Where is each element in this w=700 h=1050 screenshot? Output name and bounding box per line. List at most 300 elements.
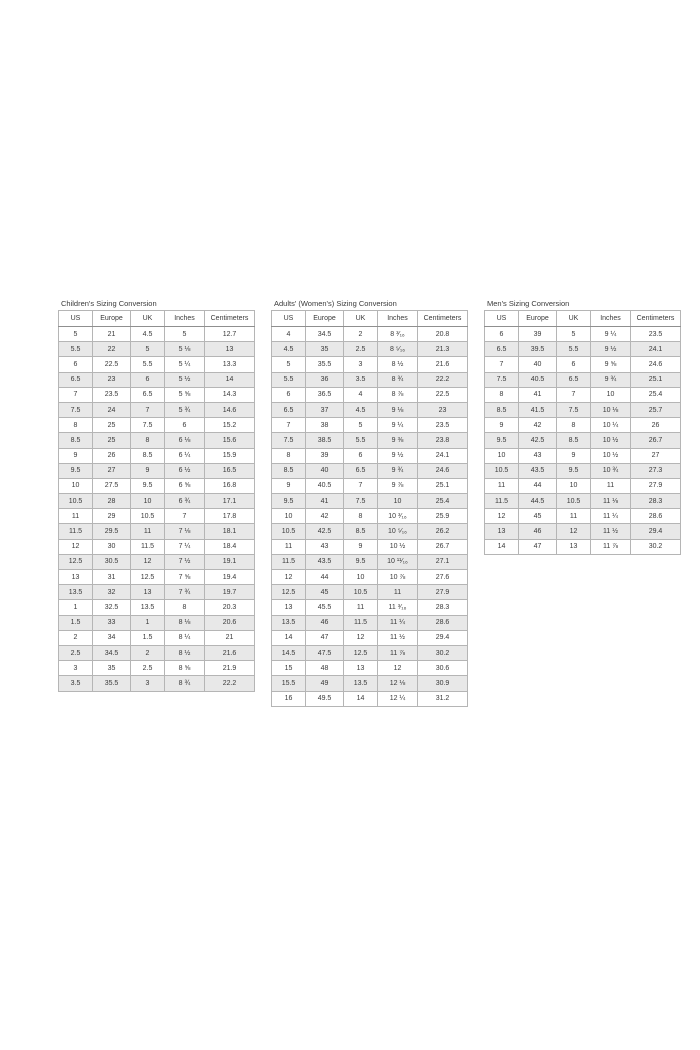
cell-us: 9.5 bbox=[485, 433, 519, 448]
cell-uk: 5.5 bbox=[344, 433, 378, 448]
cell-europe: 27.5 bbox=[93, 478, 131, 493]
cell-europe: 21 bbox=[93, 327, 131, 342]
cell-europe: 43.5 bbox=[306, 554, 344, 569]
cell-uk: 9 bbox=[557, 448, 591, 463]
cell-uk: 3.5 bbox=[344, 372, 378, 387]
cell-centimeters: 28.3 bbox=[418, 600, 468, 615]
cell-inches: 6 bbox=[165, 418, 205, 433]
cell-inches: 5 bbox=[165, 327, 205, 342]
cell-us: 12 bbox=[485, 509, 519, 524]
table-row bbox=[59, 357, 255, 372]
cell-centimeters: 25.1 bbox=[418, 478, 468, 493]
children-sizing-table bbox=[58, 310, 255, 692]
cell-centimeters: 17.8 bbox=[205, 509, 255, 524]
cell-uk: 6.5 bbox=[557, 372, 591, 387]
column-header-us: US bbox=[485, 311, 519, 327]
cell-europe: 43 bbox=[306, 539, 344, 554]
cell-centimeters: 16.8 bbox=[205, 478, 255, 493]
cell-centimeters: 30.9 bbox=[418, 676, 468, 691]
cell-us: 13 bbox=[59, 570, 93, 585]
cell-europe: 35 bbox=[306, 342, 344, 357]
column-header-centimeters: Centimeters bbox=[418, 311, 468, 327]
cell-us: 10 bbox=[485, 448, 519, 463]
column-header-europe: Europe bbox=[519, 311, 557, 327]
cell-europe: 38 bbox=[306, 418, 344, 433]
column-header-inches: Inches bbox=[378, 311, 418, 327]
cell-us: 2.5 bbox=[59, 645, 93, 660]
cell-us: 5 bbox=[59, 327, 93, 342]
cell-centimeters: 15.6 bbox=[205, 433, 255, 448]
table-row bbox=[59, 478, 255, 493]
cell-us: 14 bbox=[272, 630, 306, 645]
cell-us: 11 bbox=[272, 539, 306, 554]
cell-europe: 44.5 bbox=[519, 494, 557, 509]
cell-us: 10.5 bbox=[59, 494, 93, 509]
cell-uk: 13.5 bbox=[344, 676, 378, 691]
cell-centimeters: 25.4 bbox=[631, 387, 681, 402]
cell-europe: 41 bbox=[306, 494, 344, 509]
cell-centimeters: 18.1 bbox=[205, 524, 255, 539]
cell-centimeters: 13.3 bbox=[205, 357, 255, 372]
cell-us: 6.5 bbox=[485, 342, 519, 357]
cell-uk: 13 bbox=[131, 585, 165, 600]
table-row bbox=[59, 645, 255, 660]
cell-europe: 26 bbox=[93, 448, 131, 463]
cell-us: 13.5 bbox=[272, 615, 306, 630]
cell-us: 3 bbox=[59, 661, 93, 676]
cell-centimeters: 31.2 bbox=[418, 691, 468, 706]
column-header-inches: Inches bbox=[591, 311, 631, 327]
cell-europe: 46 bbox=[306, 615, 344, 630]
cell-inches: 9 ¼ bbox=[591, 327, 631, 342]
cell-europe: 28 bbox=[93, 494, 131, 509]
womens-sizing-rows bbox=[272, 327, 468, 707]
cell-europe: 45.5 bbox=[306, 600, 344, 615]
cell-inches: 12 ¼ bbox=[378, 691, 418, 706]
cell-inches: 11 ½ bbox=[591, 524, 631, 539]
table-row bbox=[272, 615, 468, 630]
cell-inches: 10 ½ bbox=[591, 433, 631, 448]
cell-inches: 10 ½ bbox=[591, 448, 631, 463]
cell-centimeters: 27.1 bbox=[418, 554, 468, 569]
cell-inches: 7 ¾ bbox=[165, 585, 205, 600]
cell-uk: 9 bbox=[131, 463, 165, 478]
cell-uk: 2.5 bbox=[344, 342, 378, 357]
cell-inches: 7 bbox=[165, 509, 205, 524]
table-row bbox=[272, 524, 468, 539]
cell-inches: 9 ¼ bbox=[378, 418, 418, 433]
cell-europe: 35 bbox=[93, 661, 131, 676]
cell-us: 5.5 bbox=[59, 342, 93, 357]
table-row bbox=[59, 676, 255, 691]
cell-us: 1.5 bbox=[59, 615, 93, 630]
cell-inches: 9 ½ bbox=[591, 342, 631, 357]
cell-europe: 36.5 bbox=[306, 387, 344, 402]
cell-us: 10.5 bbox=[272, 524, 306, 539]
cell-uk: 10 bbox=[131, 494, 165, 509]
cell-centimeters: 25.4 bbox=[418, 494, 468, 509]
cell-europe: 29 bbox=[93, 509, 131, 524]
cell-inches: 10 ⁵⁄₁₆ bbox=[378, 524, 418, 539]
cell-uk: 7.5 bbox=[344, 494, 378, 509]
cell-us: 7.5 bbox=[59, 402, 93, 417]
cell-inches: 8 ⅝ bbox=[165, 661, 205, 676]
cell-inches: 6 ⅛ bbox=[165, 433, 205, 448]
cell-uk: 4 bbox=[344, 387, 378, 402]
cell-inches: 9 ⅜ bbox=[378, 433, 418, 448]
cell-centimeters: 20.3 bbox=[205, 600, 255, 615]
table-row bbox=[59, 554, 255, 569]
cell-us: 11.5 bbox=[59, 524, 93, 539]
cell-inches: 10 bbox=[591, 387, 631, 402]
cell-us: 6.5 bbox=[272, 402, 306, 417]
column-header-uk: UK bbox=[557, 311, 591, 327]
cell-centimeters: 14 bbox=[205, 372, 255, 387]
cell-centimeters: 24.1 bbox=[631, 342, 681, 357]
cell-centimeters: 25.7 bbox=[631, 402, 681, 417]
column-header-centimeters: Centimeters bbox=[205, 311, 255, 327]
cell-us: 3.5 bbox=[59, 676, 93, 691]
cell-uk: 5 bbox=[344, 418, 378, 433]
cell-europe: 23.5 bbox=[93, 387, 131, 402]
cell-europe: 43.5 bbox=[519, 463, 557, 478]
cell-europe: 22 bbox=[93, 342, 131, 357]
cell-europe: 30.5 bbox=[93, 554, 131, 569]
cell-us: 14 bbox=[485, 539, 519, 554]
table-row bbox=[485, 342, 681, 357]
cell-europe: 47 bbox=[306, 630, 344, 645]
column-header-inches: Inches bbox=[165, 311, 205, 327]
cell-centimeters: 27.9 bbox=[631, 478, 681, 493]
cell-centimeters: 13 bbox=[205, 342, 255, 357]
cell-inches: 9 ¾ bbox=[591, 372, 631, 387]
cell-uk: 12 bbox=[131, 554, 165, 569]
cell-us: 9 bbox=[59, 448, 93, 463]
cell-uk: 11.5 bbox=[344, 615, 378, 630]
cell-us: 11.5 bbox=[485, 494, 519, 509]
cell-uk: 6 bbox=[557, 357, 591, 372]
cell-uk: 10.5 bbox=[344, 585, 378, 600]
cell-europe: 44 bbox=[306, 570, 344, 585]
cell-europe: 25 bbox=[93, 418, 131, 433]
table-row bbox=[485, 524, 681, 539]
cell-inches: 9 ½ bbox=[378, 448, 418, 463]
table-row bbox=[272, 691, 468, 706]
cell-us: 8.5 bbox=[485, 402, 519, 417]
cell-inches: 12 bbox=[378, 661, 418, 676]
cell-us: 11 bbox=[59, 509, 93, 524]
cell-us: 10 bbox=[272, 509, 306, 524]
cell-centimeters: 22.2 bbox=[418, 372, 468, 387]
cell-uk: 7 bbox=[557, 387, 591, 402]
cell-uk: 11 bbox=[557, 509, 591, 524]
cell-uk: 6.5 bbox=[131, 387, 165, 402]
cell-europe: 39.5 bbox=[519, 342, 557, 357]
cell-inches: 8 ¾ bbox=[165, 676, 205, 691]
table-row bbox=[272, 630, 468, 645]
cell-inches: 8 ½ bbox=[378, 357, 418, 372]
cell-europe: 32.5 bbox=[93, 600, 131, 615]
cell-europe: 34.5 bbox=[93, 645, 131, 660]
table-row bbox=[59, 585, 255, 600]
cell-us: 7.5 bbox=[272, 433, 306, 448]
table-row bbox=[272, 539, 468, 554]
cell-inches: 9 ⅞ bbox=[378, 478, 418, 493]
cell-centimeters: 23.8 bbox=[418, 433, 468, 448]
cell-uk: 6 bbox=[344, 448, 378, 463]
cell-us: 8 bbox=[59, 418, 93, 433]
cell-inches: 9 ¾ bbox=[378, 463, 418, 478]
cell-uk: 12 bbox=[344, 630, 378, 645]
table-row bbox=[485, 478, 681, 493]
cell-centimeters: 15.2 bbox=[205, 418, 255, 433]
cell-uk: 10 bbox=[344, 570, 378, 585]
children-sizing-title: Children's Sizing Conversion bbox=[61, 299, 157, 308]
cell-us: 4 bbox=[272, 327, 306, 342]
cell-us: 6 bbox=[272, 387, 306, 402]
cell-inches: 11 bbox=[378, 585, 418, 600]
cell-europe: 41.5 bbox=[519, 402, 557, 417]
cell-uk: 10 bbox=[557, 478, 591, 493]
cell-europe: 37 bbox=[306, 402, 344, 417]
cell-us: 11 bbox=[485, 478, 519, 493]
cell-inches: 11 ⅞ bbox=[591, 539, 631, 554]
cell-inches: 5 ⅛ bbox=[165, 342, 205, 357]
cell-inches: 11 ¼ bbox=[378, 615, 418, 630]
cell-inches: 7 ½ bbox=[165, 554, 205, 569]
table-row bbox=[59, 327, 255, 342]
cell-inches: 10 bbox=[378, 494, 418, 509]
cell-inches: 9 ⅛ bbox=[378, 402, 418, 417]
cell-uk: 7 bbox=[344, 478, 378, 493]
cell-uk: 5.5 bbox=[557, 342, 591, 357]
cell-centimeters: 21.9 bbox=[205, 661, 255, 676]
cell-centimeters: 12.7 bbox=[205, 327, 255, 342]
table-row bbox=[272, 448, 468, 463]
cell-uk: 13.5 bbox=[131, 600, 165, 615]
table-row bbox=[272, 645, 468, 660]
cell-us: 12 bbox=[272, 570, 306, 585]
cell-inches: 11 ⅞ bbox=[378, 645, 418, 660]
table-row bbox=[272, 372, 468, 387]
table-row bbox=[272, 342, 468, 357]
table-row bbox=[485, 402, 681, 417]
cell-centimeters: 20.8 bbox=[418, 327, 468, 342]
cell-us: 7 bbox=[485, 357, 519, 372]
cell-inches: 10 ¼ bbox=[591, 418, 631, 433]
cell-uk: 5 bbox=[131, 342, 165, 357]
cell-uk: 4.5 bbox=[131, 327, 165, 342]
cell-centimeters: 29.4 bbox=[631, 524, 681, 539]
cell-uk: 12.5 bbox=[344, 645, 378, 660]
cell-europe: 39 bbox=[519, 327, 557, 342]
cell-centimeters: 26 bbox=[631, 418, 681, 433]
table-row bbox=[59, 615, 255, 630]
cell-europe: 49.5 bbox=[306, 691, 344, 706]
cell-us: 7 bbox=[272, 418, 306, 433]
cell-us: 2 bbox=[59, 630, 93, 645]
cell-us: 13 bbox=[485, 524, 519, 539]
cell-europe: 33 bbox=[93, 615, 131, 630]
cell-uk: 8 bbox=[131, 433, 165, 448]
cell-uk: 7 bbox=[131, 402, 165, 417]
table-row bbox=[59, 509, 255, 524]
cell-centimeters: 22.2 bbox=[205, 676, 255, 691]
mens-sizing-rows bbox=[485, 327, 681, 555]
cell-europe: 45 bbox=[519, 509, 557, 524]
cell-europe: 32 bbox=[93, 585, 131, 600]
table-row bbox=[485, 509, 681, 524]
cell-uk: 13 bbox=[344, 661, 378, 676]
mens-sizing-table bbox=[484, 310, 681, 555]
table-header-row bbox=[485, 311, 681, 327]
cell-us: 12.5 bbox=[59, 554, 93, 569]
cell-inches: 10 ½ bbox=[378, 539, 418, 554]
cell-inches: 6 ¼ bbox=[165, 448, 205, 463]
cell-uk: 9.5 bbox=[131, 478, 165, 493]
cell-europe: 48 bbox=[306, 661, 344, 676]
cell-inches: 5 ½ bbox=[165, 372, 205, 387]
cell-centimeters: 27.9 bbox=[418, 585, 468, 600]
cell-inches: 11 ½ bbox=[378, 630, 418, 645]
cell-europe: 45 bbox=[306, 585, 344, 600]
table-row bbox=[59, 463, 255, 478]
table-row bbox=[272, 676, 468, 691]
cell-inches: 8 ⁵⁄₁₆ bbox=[378, 342, 418, 357]
cell-centimeters: 16.5 bbox=[205, 463, 255, 478]
table-row bbox=[272, 433, 468, 448]
cell-inches: 10 ⅛ bbox=[591, 402, 631, 417]
cell-uk: 13 bbox=[557, 539, 591, 554]
cell-inches: 5 ¼ bbox=[165, 357, 205, 372]
cell-europe: 38.5 bbox=[306, 433, 344, 448]
cell-centimeters: 17.1 bbox=[205, 494, 255, 509]
cell-centimeters: 20.6 bbox=[205, 615, 255, 630]
cell-europe: 24 bbox=[93, 402, 131, 417]
cell-uk: 7.5 bbox=[131, 418, 165, 433]
cell-us: 15 bbox=[272, 661, 306, 676]
table-row bbox=[59, 448, 255, 463]
cell-europe: 40 bbox=[519, 357, 557, 372]
cell-us: 16 bbox=[272, 691, 306, 706]
column-header-uk: UK bbox=[344, 311, 378, 327]
cell-us: 15.5 bbox=[272, 676, 306, 691]
cell-inches: 8 ¾ bbox=[378, 372, 418, 387]
table-row bbox=[272, 402, 468, 417]
mens-sizing-title: Men's Sizing Conversion bbox=[487, 299, 570, 308]
cell-us: 6 bbox=[485, 327, 519, 342]
table-row bbox=[272, 661, 468, 676]
cell-us: 8.5 bbox=[59, 433, 93, 448]
cell-uk: 10.5 bbox=[557, 494, 591, 509]
cell-europe: 47 bbox=[519, 539, 557, 554]
table-row bbox=[272, 509, 468, 524]
cell-uk: 8.5 bbox=[557, 433, 591, 448]
table-row bbox=[485, 448, 681, 463]
cell-uk: 7.5 bbox=[557, 402, 591, 417]
cell-uk: 2 bbox=[131, 645, 165, 660]
cell-centimeters: 18.4 bbox=[205, 539, 255, 554]
table-row bbox=[59, 387, 255, 402]
cell-uk: 1 bbox=[131, 615, 165, 630]
cell-europe: 43 bbox=[519, 448, 557, 463]
table-row bbox=[272, 600, 468, 615]
cell-us: 13.5 bbox=[59, 585, 93, 600]
cell-inches: 7 ⅝ bbox=[165, 570, 205, 585]
cell-centimeters: 21.6 bbox=[418, 357, 468, 372]
table-row bbox=[59, 661, 255, 676]
cell-us: 12 bbox=[59, 539, 93, 554]
cell-centimeters: 23 bbox=[418, 402, 468, 417]
table-row bbox=[272, 463, 468, 478]
cell-europe: 41 bbox=[519, 387, 557, 402]
cell-us: 6 bbox=[59, 357, 93, 372]
cell-uk: 11 bbox=[344, 600, 378, 615]
column-header-europe: Europe bbox=[306, 311, 344, 327]
cell-inches: 8 ⅛ bbox=[165, 615, 205, 630]
cell-uk: 4.5 bbox=[344, 402, 378, 417]
cell-inches: 8 ³⁄₁₆ bbox=[378, 327, 418, 342]
cell-centimeters: 22.5 bbox=[418, 387, 468, 402]
cell-inches: 6 ⅝ bbox=[165, 478, 205, 493]
cell-centimeters: 30.6 bbox=[418, 661, 468, 676]
column-header-us: US bbox=[272, 311, 306, 327]
table-row bbox=[485, 372, 681, 387]
cell-inches: 10 ³⁄₁₆ bbox=[378, 509, 418, 524]
cell-uk: 9 bbox=[344, 539, 378, 554]
cell-centimeters: 25.9 bbox=[418, 509, 468, 524]
cell-inches: 8 bbox=[165, 600, 205, 615]
cell-us: 13 bbox=[272, 600, 306, 615]
cell-uk: 10.5 bbox=[131, 509, 165, 524]
cell-uk: 9.5 bbox=[557, 463, 591, 478]
table-row bbox=[485, 433, 681, 448]
table-row bbox=[485, 418, 681, 433]
cell-europe: 23 bbox=[93, 372, 131, 387]
cell-us: 9.5 bbox=[272, 494, 306, 509]
column-header-centimeters: Centimeters bbox=[631, 311, 681, 327]
cell-inches: 11 ⅛ bbox=[591, 494, 631, 509]
cell-europe: 30 bbox=[93, 539, 131, 554]
cell-centimeters: 27 bbox=[631, 448, 681, 463]
cell-inches: 7 ¼ bbox=[165, 539, 205, 554]
table-row bbox=[272, 554, 468, 569]
cell-centimeters: 27.3 bbox=[631, 463, 681, 478]
cell-us: 8.5 bbox=[272, 463, 306, 478]
cell-us: 14.5 bbox=[272, 645, 306, 660]
cell-centimeters: 30.2 bbox=[418, 645, 468, 660]
cell-us: 9 bbox=[485, 418, 519, 433]
table-row bbox=[59, 402, 255, 417]
table-row bbox=[485, 357, 681, 372]
cell-us: 8 bbox=[272, 448, 306, 463]
cell-europe: 35.5 bbox=[306, 357, 344, 372]
cell-uk: 8 bbox=[344, 509, 378, 524]
cell-centimeters: 28.6 bbox=[631, 509, 681, 524]
cell-europe: 39 bbox=[306, 448, 344, 463]
table-row bbox=[272, 418, 468, 433]
table-row bbox=[59, 418, 255, 433]
cell-centimeters: 21.6 bbox=[205, 645, 255, 660]
cell-uk: 11.5 bbox=[131, 539, 165, 554]
cell-europe: 42 bbox=[519, 418, 557, 433]
cell-uk: 5.5 bbox=[131, 357, 165, 372]
cell-uk: 12 bbox=[557, 524, 591, 539]
cell-us: 10 bbox=[59, 478, 93, 493]
table-row bbox=[59, 570, 255, 585]
cell-europe: 47.5 bbox=[306, 645, 344, 660]
cell-centimeters: 30.2 bbox=[631, 539, 681, 554]
